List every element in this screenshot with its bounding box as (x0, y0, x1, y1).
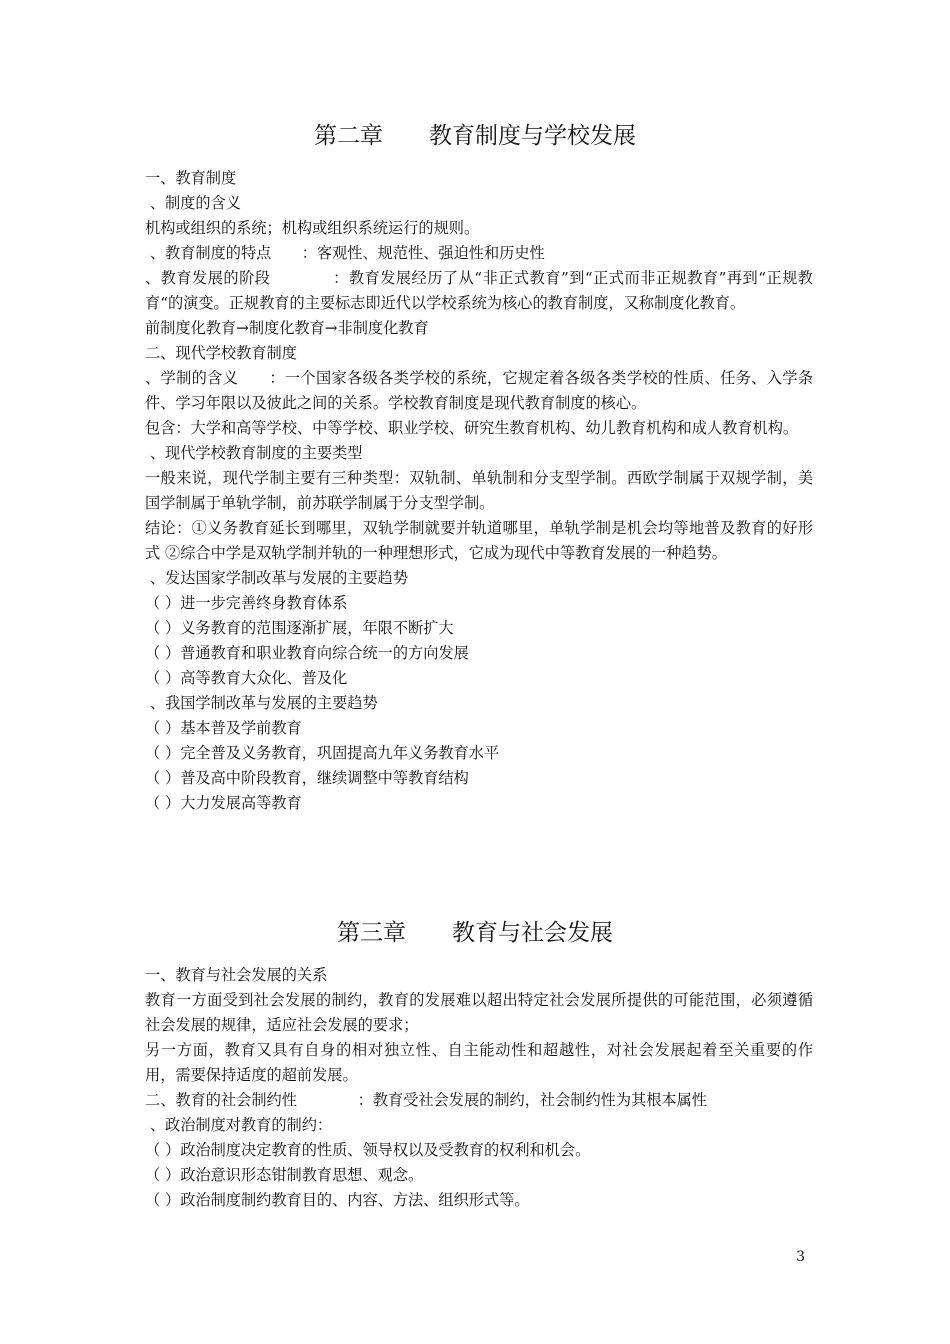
chapter-3-body (145, 963, 813, 1213)
text-line: （ ）进一步完善终身教育体系 (145, 594, 348, 612)
text-line: （ ）政治制度决定教育的性质、领导权以及受教育的权利和机会。 (145, 1141, 591, 1159)
text-line: （ ）政治意识形态钳制教育思想、观念。 (145, 1166, 424, 1184)
text-paragraph: 结论：①义务教育延长到哪里，双轨学制就要并轨道哪里，单轨学制是机会均等地普及教育的好形式 ②综合中学是双轨学制并轨的一种理想形式，它成为现代中等教育发展的一种趋势。 (145, 519, 813, 562)
text-line: （ ）完全普及义务教育，巩固提高九年义务教育水平 (145, 744, 500, 762)
text-line: 、政治制度对教育的制约： (145, 1116, 333, 1134)
text-paragraph: 、教育发展的阶段 ：教育发展经历了从“非正式教育”到“正式而非正规教育”再到“正规教育“的演变。正规教育的主要标志即近代以学校系统为核心的教育制度，又称制度化教育。 (145, 269, 813, 312)
text-line: （ ）普及高中阶段教育，继续调整中等教育结构 (145, 769, 469, 787)
chapter-3-title: 第三章 教育与社会发展 (337, 920, 613, 946)
text-line: （ ）政治制度制约教育目的、内容、方法、组织形式等。 (145, 1191, 530, 1209)
text-line: 前制度化教育→制度化教育→非制度化教育 (145, 319, 429, 337)
chapter-2-title: 第二章 教育制度与学校发展 (314, 123, 636, 149)
text-line: 机构或组织的系统；机构或组织系统运行的规则。 (145, 219, 480, 237)
text-line: 、制度的含义 (145, 194, 241, 212)
text-line: （ ）普通教育和职业教育向综合统一的方向发展 (145, 644, 469, 662)
text-line: 、现代学校教育制度的主要类型 (145, 444, 363, 462)
text-line: 、我国学制改革与发展的主要趋势 (145, 694, 378, 712)
text-paragraph: 包含：大学和高等学校、中等学校、职业学校、研究生教育机构、幼儿教育机构和成人教育机构。 (145, 419, 799, 437)
text-paragraph: 一般来说，现代学制主要有三种类型：双轨制、单轨制和分支型学制。西欧学制属于双规学制，美国学制属于单轨学制，前苏联学制属于分支型学制。 (145, 469, 813, 512)
text-line: （ ）基本普及学前教育 (145, 719, 302, 737)
text-line: （ ）高等教育大众化、普及化 (145, 669, 348, 687)
text-paragraph: 、学制的含义 ：一个国家各级各类学校的系统，它规定着各级各类学校的性质、任务、入学条件、学习年限以及彼此之间的关系。学校教育制度是现代教育制度的核心。 (145, 369, 813, 412)
text-line: （ ）大力发展高等教育 (145, 794, 302, 812)
text-line: 一、教育制度 (145, 169, 237, 187)
text-line: 、教育制度的特点 ：客观性、规范性、强迫性和历史性 (145, 244, 545, 262)
text-paragraph: 另一方面，教育又具有自身的相对独立性、自主能动性和超越性，对社会发展起着至关重要的作用，需要保持适度的超前发展。 (145, 1041, 813, 1084)
text-line: 一、教育与社会发展的关系 (145, 966, 328, 984)
chapter-2-body (145, 166, 813, 816)
text-paragraph: 教育一方面受到社会发展的制约，教育的发展难以超出特定社会发展所提供的可能范围，必须遵循社会发展的规律，适应社会发展的要求； (145, 991, 813, 1034)
text-line: 二、教育的社会制约性 ：教育受社会发展的制约，社会制约性为其根本属性 (145, 1091, 707, 1109)
text-line: 二、现代学校教育制度 (145, 344, 297, 362)
text-line: （ ）义务教育的范围逐渐扩展，年限不断扩大 (145, 619, 454, 637)
text-line: 、发达国家学制改革与发展的主要趋势 (145, 569, 409, 587)
page-number: 3 (796, 1249, 805, 1265)
